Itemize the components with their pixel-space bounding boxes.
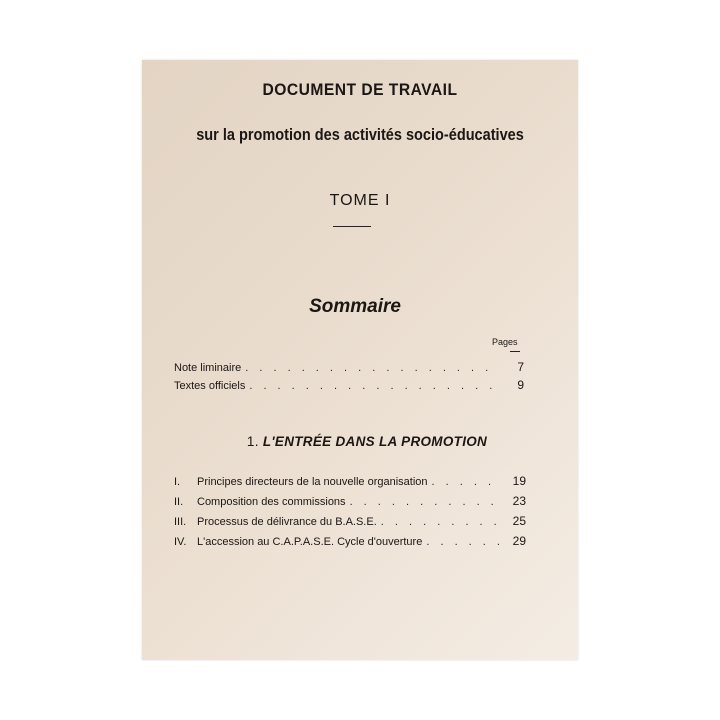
pages-divider [510, 351, 520, 352]
toc-leader-dots [346, 496, 500, 508]
tome-divider [333, 226, 371, 227]
toc-entry-page: 7 [517, 360, 524, 374]
toc-entry-label: Note liminaire [174, 362, 242, 374]
document-subtitle: sur la promotion des activités socio-éducatives [196, 126, 524, 144]
toc-entry-processus [174, 514, 526, 528]
toc-leader-dots [377, 516, 500, 528]
toc-leader-dots [241, 362, 498, 374]
pages-column-label: Pages [492, 337, 518, 347]
section-title: L'ENTRÉE DANS LA PROMOTION [262, 434, 488, 449]
toc-entry-label: Processus de délivrance du B.A.S.E. [197, 516, 377, 528]
toc-leader-dots [428, 476, 500, 488]
toc-entry-page: 19 [512, 474, 526, 488]
toc-entry-note-liminaire [174, 360, 524, 374]
toc-entry-label: Textes officiels [174, 380, 246, 392]
toc-entry-page: 25 [512, 514, 526, 528]
toc-entry-page: 9 [517, 378, 524, 392]
toc-entry-page: 23 [512, 494, 526, 508]
toc-entry-label: L'accession au C.A.P.A.S.E. Cycle d'ouverture [197, 536, 423, 548]
toc-leader-dots [245, 380, 498, 392]
toc-entry-label: Principes directeurs de la nouvelle organisation [197, 476, 428, 488]
toc-leader-dots [422, 536, 500, 548]
document-page [142, 60, 578, 660]
toc-entry-numeral: I. [174, 476, 181, 488]
toc-entry-accession [174, 534, 526, 548]
toc-entry-numeral: III. [174, 516, 187, 528]
toc-entry-textes-officiels [174, 378, 524, 392]
sommaire-heading: Sommaire [309, 296, 401, 317]
toc-entry-page: 29 [512, 534, 526, 548]
section-number: 1. [246, 434, 259, 449]
toc-entry-composition [174, 494, 526, 508]
tome-label: TOME I [329, 192, 391, 209]
toc-entry-numeral: II. [174, 496, 184, 508]
toc-entry-principes [174, 474, 526, 488]
document-title: DOCUMENT DE TRAVAIL [262, 80, 458, 99]
section-heading [142, 434, 592, 449]
toc-entry-label: Composition des commissions [197, 496, 346, 508]
toc-entry-numeral: IV. [174, 536, 187, 548]
